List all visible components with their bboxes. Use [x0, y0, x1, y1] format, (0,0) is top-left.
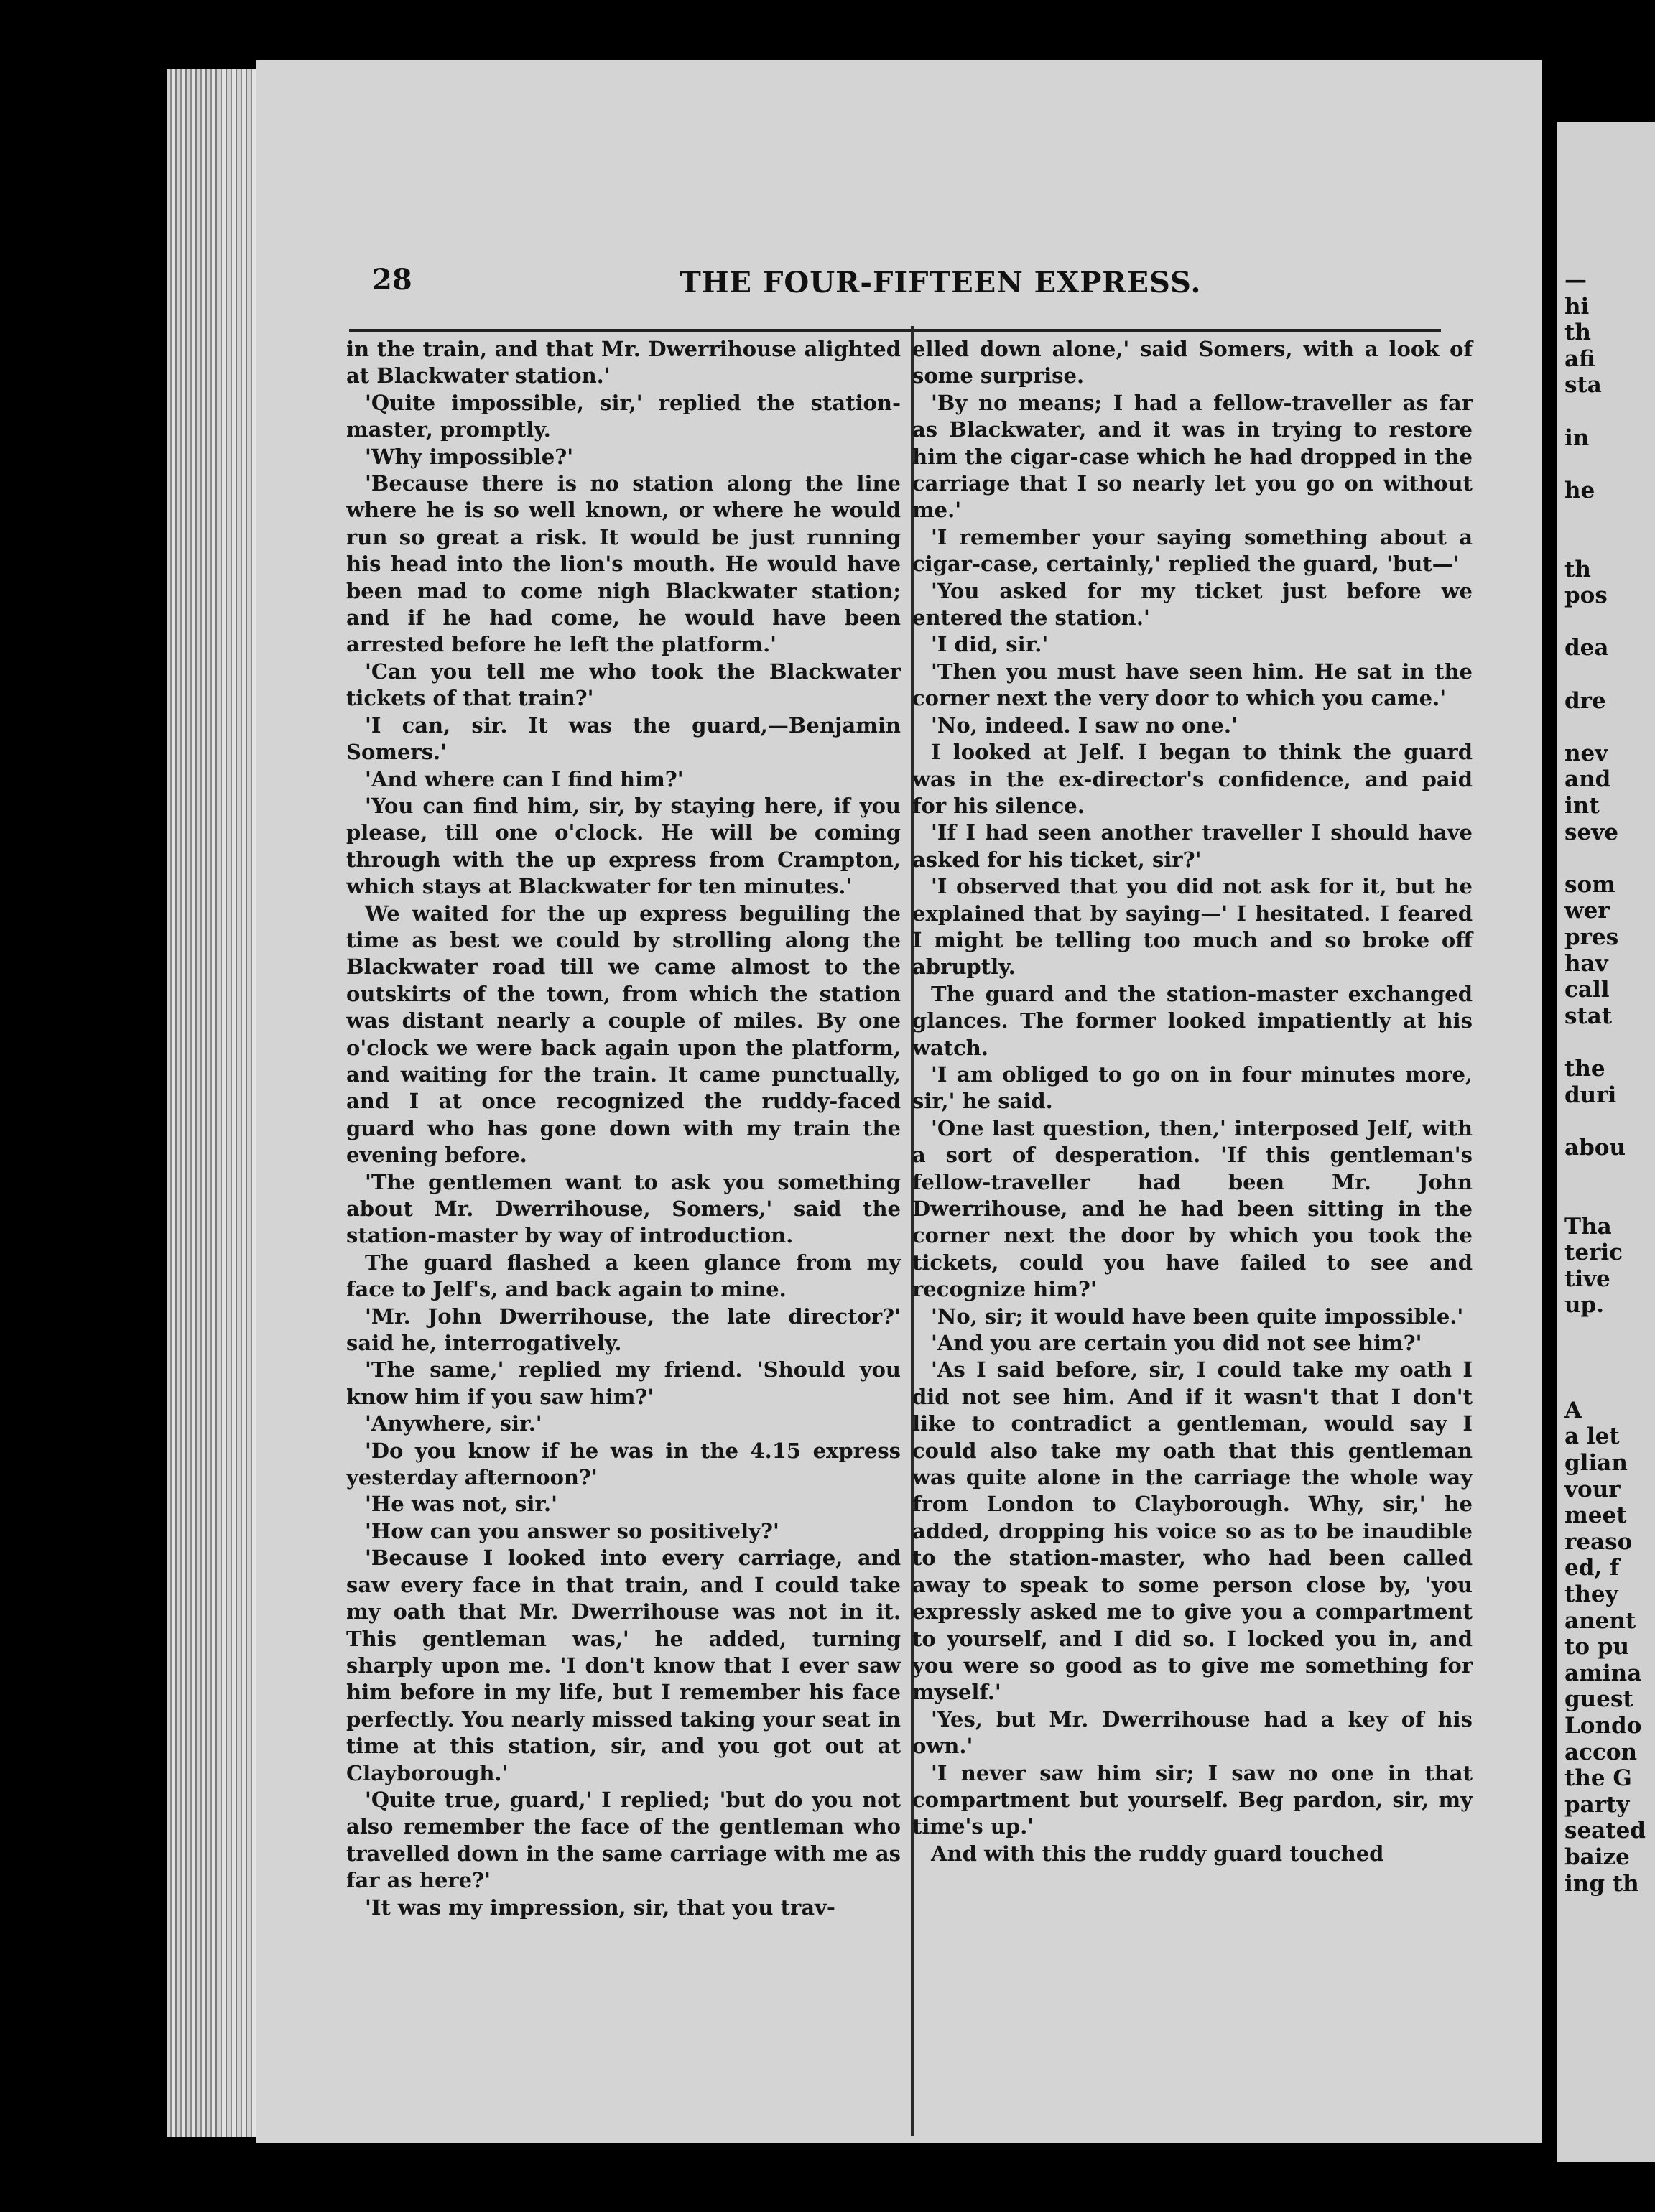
paragraph: 'Quite true, guard,' I replied; 'but do you not also remember the face of the gentleman who travelled down in the same carriage with me as far as here?' — [346, 1787, 901, 1893]
paragraph: And with this the ruddy guard touched — [931, 1841, 1384, 1866]
paragraph: 'The gentlemen want to ask you something about Mr. Dwerrihouse, Somers,' said the station-master by way of introduction. — [346, 1169, 901, 1248]
adjacent-page-line: hi — [1564, 293, 1590, 320]
paragraph: in the train, and that Mr. Dwerrihouse alighted at Blackwater station.' — [346, 337, 901, 389]
adjacent-page-line: pres — [1564, 924, 1619, 950]
adjacent-page-line: abou — [1564, 1134, 1626, 1161]
page-header — [256, 263, 1542, 306]
adjacent-page-line: ing th — [1564, 1870, 1639, 1897]
paragraph: 'Because I looked into every carriage, and saw every face in that train, and I could take my oath that Mr. Dwerrihouse was not in it. This gentleman was,' he added, turning sharply upon me. 'I don't know that I ever saw him before in my life, but I remember his face perfectly. You nearly missed taking your seat in time at this station, sir, and you got out at Clayborough.' — [346, 1546, 901, 1785]
adjacent-page-line: wer — [1564, 898, 1610, 924]
adjacent-page-line: Tha — [1564, 1213, 1612, 1240]
adjacent-page-line: anent — [1564, 1607, 1636, 1634]
paragraph: 'You asked for my ticket just before we entered the station.' — [912, 578, 1473, 631]
adjacent-page-line: up. — [1564, 1292, 1605, 1319]
paragraph: 'I can, sir. It was the guard,—Benjamin Somers.' — [346, 712, 901, 765]
adjacent-page-line: nev — [1564, 740, 1608, 766]
adjacent-page-line: th — [1564, 556, 1591, 582]
left-column — [346, 336, 901, 1921]
adjacent-page-line: the — [1564, 1056, 1605, 1082]
adjacent-page-line: seated — [1564, 1818, 1646, 1844]
paragraph: 'No, indeed. I saw no one.' — [931, 712, 1238, 738]
paragraph: elled down alone,' said Somers, with a look of some surprise. — [912, 337, 1473, 389]
adjacent-page-line: int — [1564, 793, 1600, 819]
adjacent-page-line: hav — [1564, 950, 1608, 977]
adjacent-page-line: to pu — [1564, 1634, 1630, 1660]
adjacent-page-line: sta — [1564, 372, 1602, 399]
paragraph: 'By no means; I had a fellow-traveller as far as Blackwater, and it was in trying to restore him the cigar-case which he had dropped in the carriage that I so nearly let you go on without me.' — [912, 390, 1473, 523]
adjacent-page-line: pos — [1564, 582, 1608, 609]
page-number: 28 — [372, 263, 412, 297]
paragraph: 'It was my impression, sir, that you trav- — [365, 1895, 835, 1920]
adjacent-page-line: som — [1564, 871, 1615, 898]
adjacent-page-line: th — [1564, 320, 1591, 346]
book-page-edges — [167, 69, 256, 2137]
paragraph: 'And you are certain you did not see him?' — [931, 1331, 1422, 1356]
adjacent-page-line: he — [1564, 477, 1595, 503]
adjacent-page-line: reaso — [1564, 1528, 1633, 1555]
paragraph: 'I observed that you did not ask for it, but he explained that by saying—' I hesitated. I feared I might be telling too much and so broke off abruptly. — [912, 874, 1473, 980]
adjacent-page-line: teric — [1564, 1240, 1623, 1266]
paragraph: 'One last question, then,' interposed Jelf, with a sort of desperation. 'If this gentleman's fellow-traveller had been Mr. John Dwerrihouse, and he had been sitting in the corner next the door by which you took the tickets, could you have failed to see and recognize him?' — [912, 1115, 1473, 1302]
paragraph: 'The same,' replied my friend. 'Should you know him if you saw him?' — [346, 1357, 901, 1409]
adjacent-page-line: in — [1564, 424, 1590, 451]
right-column — [912, 336, 1473, 1867]
paragraph: 'I never saw him sir; I saw no one in that compartment but yourself. Beg pardon, sir, my time's up.' — [912, 1760, 1473, 1839]
adjacent-page-line: afi — [1564, 345, 1595, 372]
paragraph: 'Do you know if he was in the 4.15 express yesterday afternoon?' — [346, 1438, 901, 1490]
adjacent-page-line: the G — [1564, 1765, 1632, 1792]
adjacent-page-line: ed, f — [1564, 1555, 1620, 1581]
paragraph: 'He was not, sir.' — [365, 1492, 557, 1517]
adjacent-page-line: a let — [1564, 1423, 1620, 1450]
paragraph: 'How can you answer so positively?' — [365, 1518, 779, 1543]
book-page — [256, 60, 1542, 2143]
adjacent-page-line: Londo — [1564, 1713, 1642, 1739]
paragraph: 'I did, sir.' — [931, 632, 1049, 657]
adjacent-page-line: dre — [1564, 687, 1606, 714]
paragraph: 'I remember your saying something about a cigar-case, certainly,' replied the guard, 'but—' — [912, 524, 1473, 577]
adjacent-page-fragment — [1557, 122, 1655, 2162]
paragraph: 'Can you tell me who took the Blackwater tickets of that train?' — [346, 659, 901, 711]
paragraph: 'Anywhere, sir.' — [365, 1411, 542, 1436]
paragraph: 'And where can I find him?' — [365, 766, 684, 791]
adjacent-page-line: guest — [1564, 1686, 1633, 1713]
paragraph: 'Yes, but Mr. Dwerrihouse had a key of his own.' — [912, 1706, 1473, 1759]
paragraph: 'I am obliged to go on in four minutes more, sir,' he said. — [912, 1061, 1473, 1114]
paragraph: I looked at Jelf. I began to think the guard was in the ex-director's confidence, and paid for his silence. — [912, 740, 1473, 818]
adjacent-page-line: meet — [1564, 1502, 1627, 1529]
adjacent-page-line: A — [1564, 1397, 1582, 1423]
paragraph: 'No, sir; it would have been quite impossible.' — [931, 1304, 1464, 1329]
adjacent-page-line: duri — [1564, 1082, 1617, 1108]
adjacent-page-line: seve — [1564, 819, 1618, 845]
adjacent-page-line: party — [1564, 1791, 1630, 1818]
adjacent-page-line: baize — [1564, 1844, 1630, 1870]
running-title: THE FOUR-FIFTEEN EXPRESS. — [680, 266, 1202, 299]
paragraph: The guard and the station-master exchanged glances. The former looked impatiently at his watch. — [912, 981, 1473, 1060]
paragraph: 'Because there is no station along the line where he is so well known, or where he would run so great a risk. It would be just running his head into the lion's mouth. He would have been mad to come nigh Blackwater station; and if he had come, he would have been arrested before he left the platform.' — [346, 471, 901, 657]
paragraph: 'Why impossible?' — [365, 444, 574, 469]
adjacent-page-line: vour — [1564, 1476, 1621, 1502]
paragraph: We waited for the up express beguiling the time as best we could by strolling along the Blackwater road till we came almost to the outskirts of the town, from which the station was distant nearly a couple of miles. By one o'clock we were back again upon the platform, and waiting for the train. It came punctually, and I at once recognized the ruddy-faced guard who has gone down with my train the evening before. — [346, 901, 901, 1168]
adjacent-page-line: stat — [1564, 1003, 1613, 1029]
adjacent-page-line: amina — [1564, 1660, 1642, 1686]
adjacent-page-line: they — [1564, 1581, 1618, 1607]
adjacent-page-line: tive — [1564, 1265, 1610, 1292]
adjacent-page-line: — — [1564, 267, 1587, 293]
paragraph: The guard flashed a keen glance from my face to Jelf's, and back again to mine. — [346, 1250, 901, 1302]
adjacent-page-line: glian — [1564, 1450, 1628, 1476]
paragraph: 'Mr. John Dwerrihouse, the late director?' said he, interrogatively. — [346, 1304, 901, 1356]
adjacent-page-line: call — [1564, 977, 1610, 1003]
paragraph: 'As I said before, sir, I could take my oath I did not see him. And if it wasn't that I don't like to contradict a gentleman, would say I could also take my oath that this gentleman was quite alone in the carriage the whole way from London to Clayborough. Why, sir,' he added, dropping his voice so as to be inaudible to the station-master, who had been called away to speak to some person close by, 'you expressly asked me to give you a compartment to yourself, and I did so. I locked you in, and you were so good as to give me something for myself.' — [912, 1357, 1473, 1705]
adjacent-page-line: dea — [1564, 635, 1609, 661]
paragraph: 'Then you must have seen him. He sat in the corner next the very door to which you came.' — [912, 659, 1473, 711]
paragraph: 'You can find him, sir, by staying here, if you please, till one o'clock. He will be coming through with the up express from Crampton, which stays at Blackwater for ten minutes.' — [346, 793, 901, 899]
adjacent-page-line: and — [1564, 766, 1611, 793]
paragraph: 'Quite impossible, sir,' replied the station-master, promptly. — [346, 390, 901, 442]
paragraph: 'If I had seen another traveller I should have asked for his ticket, sir?' — [912, 820, 1473, 872]
adjacent-page-line: accon — [1564, 1739, 1638, 1765]
header-rule — [349, 329, 1441, 332]
